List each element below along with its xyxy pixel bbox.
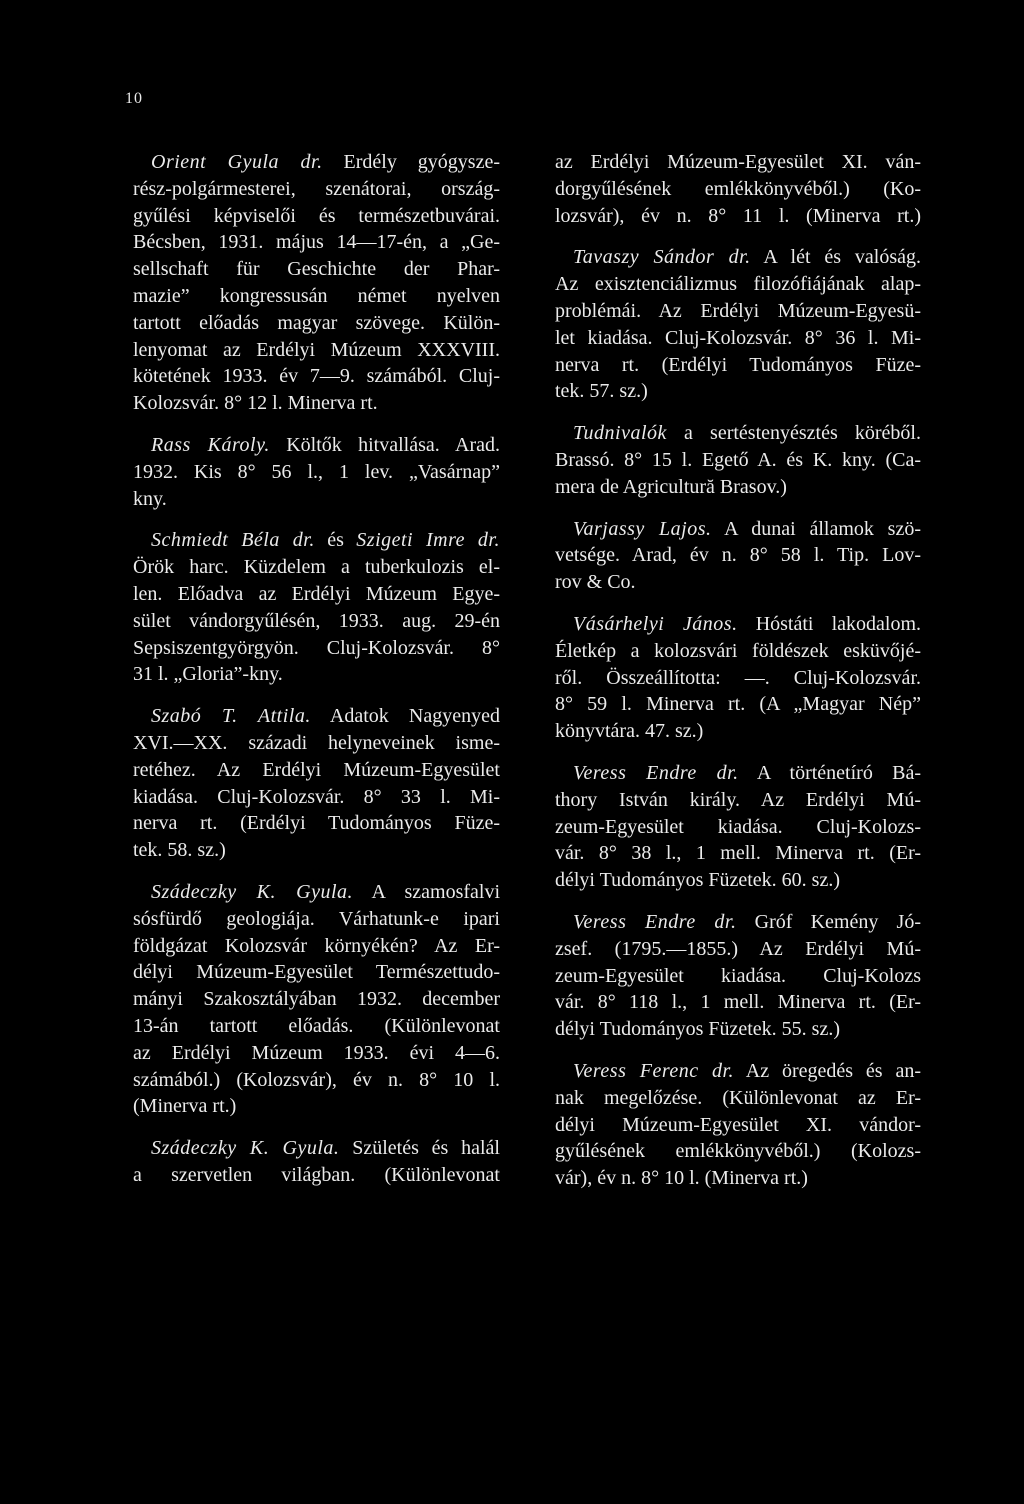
bibliography-entry — [555, 149, 921, 229]
author-name: Szabó T. Attila. — [151, 705, 311, 728]
entry-text: Hóstáti lakodalom. — [737, 612, 922, 635]
entry-line: retéhez. Az Erdélyi Múzeum-Egyesület — [133, 758, 500, 781]
entry-line: sület vándorgyűlésén, 1933. aug. 29-én — [133, 609, 500, 632]
entry-line: rész-polgármesterei, szenátorai, ország- — [133, 177, 500, 200]
bibliography-entry — [133, 527, 500, 688]
author-name: Veress Endre dr. — [573, 910, 737, 933]
bibliography-entry — [555, 516, 921, 596]
author-name: Vásárhelyi János. — [573, 612, 738, 635]
bibliography-entry — [555, 1058, 921, 1192]
bibliography-entry — [555, 909, 921, 1043]
author-name: Tavaszy Sándor dr. — [573, 246, 751, 269]
entry-line: lozsvár), év n. 8° 11 l. (Minerva rt.) — [555, 204, 921, 227]
entry-line: let kiadása. Cluj-Kolozsvár. 8° 36 l. Mi- — [555, 326, 921, 349]
entry-line: tek. 57. sz.) — [555, 380, 648, 403]
author-name: Veress Ferenc dr. — [573, 1059, 735, 1082]
entry-line: vár. 8° 118 l., 1 mell. Minerva rt. (Er- — [555, 991, 921, 1014]
author-name: Rass Károly. — [151, 433, 270, 456]
bibliography-entry — [133, 703, 500, 864]
entry-first-line — [555, 149, 921, 176]
entry-text: a sertéstenyésztés köréből. — [666, 422, 921, 445]
entry-text: Gróf Kemény Jó- — [736, 910, 921, 933]
entry-line: számából.) (Kolozsvár), év n. 8° 10 l. — [133, 1068, 500, 1091]
entry-line: délyi Múzeum-Egyesület XI. vándor- — [555, 1113, 921, 1136]
author-name: Schmiedt Béla dr. — [151, 529, 315, 552]
entry-line: kny. — [133, 487, 167, 510]
entry-line: thory István király. Az Erdélyi Mú- — [555, 788, 921, 811]
entry-line: délyi Tudományos Füzetek. 60. sz.) — [555, 869, 840, 892]
entry-line: 1932. Kis 8° 56 l., 1 lev. „Vasárnap” — [133, 460, 500, 483]
entry-line: zeum-Egyesület kiadása. Cluj-Kolozs — [555, 964, 921, 987]
entry-line: vár), év n. 8° 10 l. (Minerva rt.) — [555, 1167, 808, 1190]
entry-line: vetsége. Arad, év n. 8° 58 l. Tip. Lov- — [555, 544, 921, 567]
entry-line: délyi Múzeum-Egyesület Természettudo- — [133, 961, 500, 984]
entry-first-line — [133, 527, 500, 554]
author-name: Varjassy Lajos. — [573, 517, 712, 540]
bibliography-entry — [555, 244, 921, 405]
entry-text: A történetíró Bá- — [738, 761, 921, 784]
entry-first-line — [555, 244, 921, 271]
entry-first-line — [555, 1058, 921, 1085]
author-name: Szádeczky K. Gyula. — [151, 880, 354, 903]
entry-text: Az öregedés és an- — [734, 1059, 921, 1082]
entry-line: délyi Tudományos Füzetek. 55. sz.) — [555, 1018, 840, 1041]
entry-line: gyűlési képviselői és természetbuvárai. — [133, 204, 500, 227]
entry-line: mazie” kongressusán német nyelven — [133, 284, 500, 307]
bibliography-entry — [133, 149, 500, 417]
entry-line: len. Előadva az Erdélyi Múzeum Egye- — [133, 582, 500, 605]
entry-line: 8° 59 l. Minerva rt. (A „Magyar Nép” — [555, 693, 921, 716]
entry-first-line — [555, 760, 921, 787]
entry-line: Bécsben, 1931. május 14—17-én, a „Ge- — [133, 231, 500, 254]
entry-first-line — [555, 420, 921, 447]
entry-first-line — [133, 703, 500, 730]
entry-line: Örök harc. Küzdelem a tuberkulozis el- — [133, 556, 500, 579]
entry-line: tartott előadás magyar szövege. Külön- — [133, 311, 500, 334]
entry-line: rov & Co. — [555, 571, 636, 594]
entry-line: kötetének 1933. év 7—9. számából. Cluj- — [133, 365, 500, 388]
entry-first-line — [133, 1135, 500, 1162]
entry-line: dorgyűlésének emlékkönyvéből.) (Ko- — [555, 177, 921, 200]
author-name: Veress Endre dr. — [573, 761, 739, 784]
bibliography-entry — [555, 760, 921, 894]
bibliography-entry — [133, 432, 500, 512]
right-column — [555, 149, 921, 1192]
entry-text: Erdély gyógysze- — [322, 151, 500, 173]
entry-line: nak megelőzése. (Különlevonat az Er- — [555, 1086, 921, 1109]
entry-first-line — [133, 432, 500, 459]
bibliography-entry — [555, 420, 921, 500]
entry-first-line — [133, 149, 500, 176]
entry-line: tek. 58. sz.) — [133, 839, 226, 862]
entry-line: sósfürdő geologiája. Várhatunk-e ipari — [133, 907, 500, 930]
title-heading-word: Tudnivalók — [573, 422, 667, 445]
entry-line: zsef. (1795.—1855.) Az Erdélyi Mú- — [555, 937, 921, 960]
entry-text: és — [314, 529, 357, 552]
entry-line: XVI.—XX. századi helyneveinek isme- — [133, 731, 500, 754]
entry-line: Életkép a kolozsvári földészek esküvőjé- — [555, 639, 921, 662]
entry-line: nerva rt. (Erdélyi Tudományos Füze- — [555, 353, 921, 376]
entry-line: nerva rt. (Erdélyi Tudományos Füze- — [133, 812, 500, 835]
author-name: Orient Gyula dr. — [151, 151, 323, 173]
entry-text: A lét és valóság. — [750, 246, 921, 269]
entry-text: az Erdélyi Múzeum-Egyesület XI. ván- — [555, 151, 921, 173]
entry-line: (Minerva rt.) — [133, 1095, 237, 1118]
entry-first-line — [133, 879, 500, 906]
bibliography-entry — [133, 1135, 500, 1189]
entry-line: Brassó. 8° 15 l. Egető A. és K. kny. (Ca- — [555, 448, 921, 471]
entry-line: lenyomat az Erdélyi Múzeum XXXVIII. — [133, 338, 500, 361]
entry-line: földgázat Kolozsvár környékén? Az Er- — [133, 934, 500, 957]
entry-line: mera de Agricultură Brasov.) — [555, 475, 787, 498]
entry-line: 31 l. „Gloria”-kny. — [133, 663, 283, 686]
entry-line: Sepsiszentgyörgyön. Cluj-Kolozsvár. 8° — [133, 636, 500, 659]
entry-line: sellschaft für Geschichte der Phar- — [133, 258, 500, 281]
author-name: Szádeczky K. Gyula. — [151, 1137, 340, 1160]
entry-text: Költők hitvallása. Arad. — [269, 433, 500, 456]
page-number: 10 — [125, 90, 143, 107]
left-column — [133, 149, 500, 1189]
entry-first-line — [555, 516, 921, 543]
bibliography-entry — [555, 611, 921, 745]
entry-line: könyvtára. 47. sz.) — [555, 720, 704, 743]
entry-first-line — [555, 611, 921, 638]
entry-text: A dunai államok szö- — [711, 517, 921, 540]
entry-line: a szervetlen világban. (Különlevonat — [133, 1163, 500, 1186]
entry-text: Születés és halál — [339, 1137, 500, 1160]
entry-line: kiadása. Cluj-Kolozsvár. 8° 33 l. Mi- — [133, 785, 500, 808]
entry-text: Adatok Nagyenyed — [310, 705, 500, 728]
entry-first-line — [555, 909, 921, 936]
entry-line: ről. Összeállította: —. Cluj-Kolozsvár. — [555, 666, 921, 689]
entry-line: problémái. Az Erdélyi Múzeum-Egyesü- — [555, 299, 921, 322]
entry-line: Kolozsvár. 8° 12 l. Minerva rt. — [133, 392, 378, 415]
entry-line: zeum-Egyesület kiadása. Cluj-Kolozs- — [555, 815, 921, 838]
entry-text: A szamosfalvi — [353, 880, 500, 903]
entry-line: vár. 8° 38 l., 1 mell. Minerva rt. (Er- — [555, 842, 921, 865]
author-name: Szigeti Imre dr. — [356, 529, 500, 552]
entry-line: Az exisztenciálizmus filozófiájának alap- — [555, 273, 921, 296]
entry-line: az Erdélyi Múzeum 1933. évi 4—6. — [133, 1041, 500, 1064]
entry-line: 13-án tartott előadás. (Különlevonat — [133, 1014, 500, 1037]
entry-line: gyűlésének emlékkönyvéből.) (Kolozs- — [555, 1140, 921, 1163]
bibliography-entry — [133, 879, 500, 1120]
entry-line: mányi Szakosztályában 1932. december — [133, 988, 500, 1011]
